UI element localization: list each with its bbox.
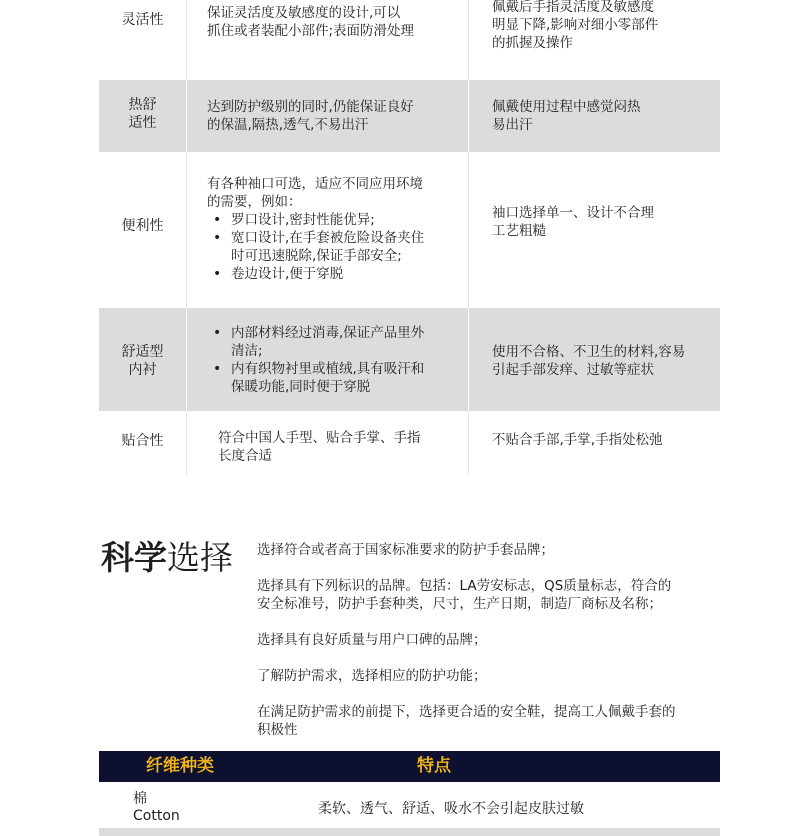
column-divider (468, 80, 469, 152)
column-divider (468, 152, 469, 308)
advantage-text: 保证灵活度及敏感度的设计,可以 抓住或者装配小部件;表面防滑处理 (207, 5, 415, 39)
guideline-paragraph: 选择具有良好质量与用户口碑的品牌； (257, 632, 487, 648)
column-divider (186, 80, 187, 152)
column-divider (186, 308, 187, 411)
advantage-text: 达到防护级别的同时,仍能保证良好 的保温,隔热,透气,不易出汗 (207, 99, 414, 133)
header-features: 特点 (417, 756, 451, 776)
row-label: 贴合性 (121, 433, 164, 449)
fiber-feature: 柔软、透气、舒适、吸水不会引起皮肤过敏 (318, 801, 584, 817)
column-divider (468, 411, 469, 475)
column-divider (186, 411, 187, 475)
disadvantage-text: 佩戴使用过程中感觉闷热 易出汗 (492, 99, 641, 133)
table-row-convenience (99, 152, 720, 308)
next-row-strip (99, 828, 720, 836)
section-title: 科学选择 (101, 538, 233, 577)
list-item: • 内部材料经过消毒,保证产品里外 清洁; (207, 324, 455, 360)
fiber-table-header (99, 751, 720, 782)
disadvantage-text: 佩戴后手指灵活度及敏感度 明显下降,影响对细小零部件 的抓握及操作 (492, 0, 659, 51)
guideline-paragraph: 选择具有下列标识的品牌。包括：LA劳安标志，QS质量标志，符合的 安全标准号，防护手套种类，尺寸，生产日期，制造厂商标及名称； (257, 578, 672, 612)
advantage-text (207, 324, 455, 396)
row-label: 舒适型 内衬 (121, 344, 164, 378)
fiber-name: 棉 Cotton (133, 791, 180, 824)
list-item: • 罗口设计,密封性能优异; (207, 211, 455, 229)
list-item: • 内有织物衬里或植绒,具有吸汗和 保暖功能,同时便于穿脱 (207, 360, 455, 396)
table-row-comfort-lining (99, 308, 720, 411)
list-item: • 宽口设计,在手套被危险设备夹住 时可迅速脱除,保证手部安全; (207, 229, 455, 265)
table-row-flexibility (99, 0, 720, 80)
column-divider (186, 0, 187, 80)
table-row-fit (99, 411, 720, 475)
disadvantage-text: 袖口选择单一、设计不合理 工艺粗糙 (492, 205, 654, 239)
row-label: 热舒 适性 (128, 97, 157, 131)
column-divider (468, 0, 469, 80)
header-fiber-type: 纤维种类 (146, 756, 214, 776)
disadvantage-text: 不贴合手部,手掌,手指处松弛 (492, 432, 663, 448)
bullet-list (207, 211, 455, 283)
column-divider (186, 152, 187, 308)
bullet-list (207, 324, 455, 396)
guideline-paragraph: 选择符合或者高于国家标准要求的防护手套品牌； (257, 542, 554, 558)
disadvantage-text: 使用不合格、不卫生的材料,容易 引起手部发痒、过敏等症状 (492, 344, 686, 378)
table-row-thermal-comfort (99, 80, 720, 152)
list-item: • 卷边设计,便于穿脱 (207, 265, 455, 283)
guideline-paragraph: 在满足防护需求的前提下，选择更合适的安全鞋，提高工人佩戴手套的 积极性 (257, 704, 676, 738)
advantage-text: 有各种袖口可选，适应不同应用环境 的需要，例如： • 罗口设计,密封性能优异; • 宽口设计,在手套被危险设备夹住 时可迅速脱除,保证手部安全; • 卷边设计,便于穿脱 (207, 175, 455, 283)
row-label: 便利性 (121, 218, 164, 234)
guideline-paragraph: 了解防护需求，选择相应的防护功能； (257, 668, 487, 684)
column-divider (468, 308, 469, 411)
fiber-table-row (99, 782, 720, 828)
row-label: 灵活性 (121, 12, 164, 28)
advantage-text: 符合中国人手型、贴合手掌、手指 长度合适 (218, 430, 421, 464)
